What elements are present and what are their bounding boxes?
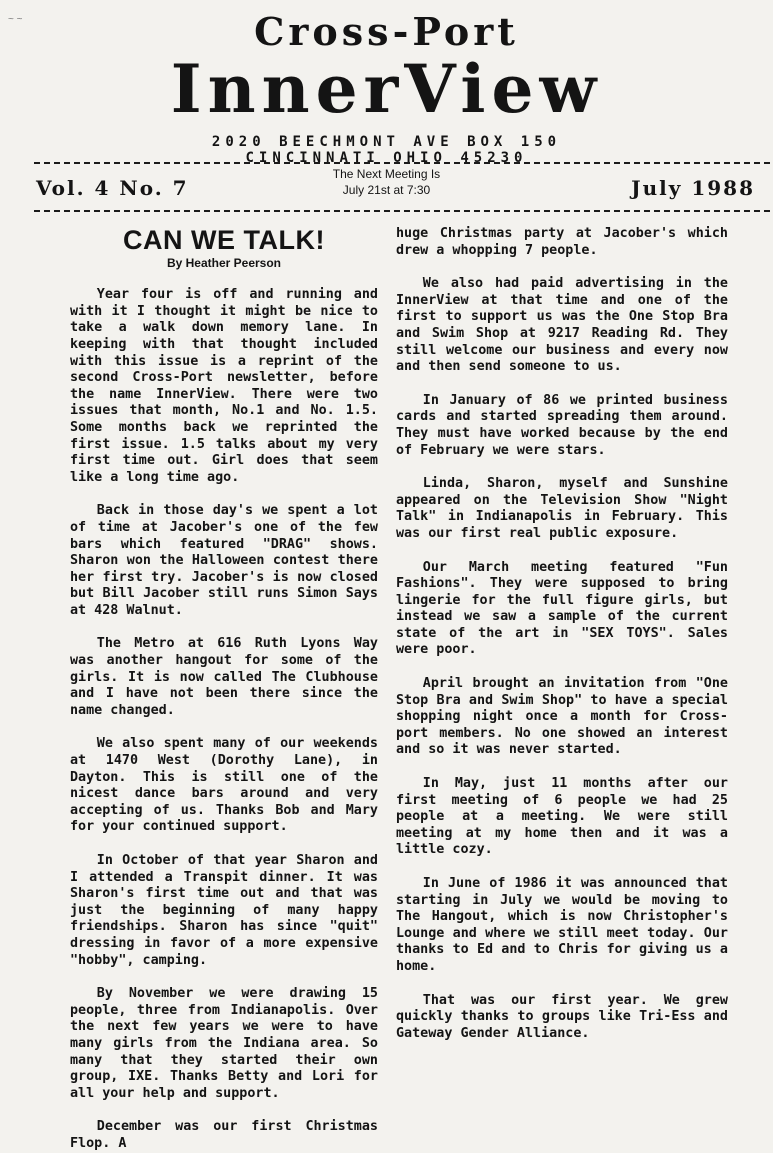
issue-date: July 1988 [631, 176, 755, 200]
paragraph: April brought an invitation from "One Stop Bra and Swim Shop" to have a special shopping night once a month for Cross-port members. No one showed an interest and so it was never started. [396, 676, 728, 758]
paragraph: We also had paid advertising in the InnerView at that time and one of the first to support us was the One Stop Bra and Swim Shop at 9217 Reading Rd. They still welcome our business and every now and then send someone to us. [396, 276, 728, 375]
meeting-line-1: The Next Meeting Is [332, 167, 441, 181]
dashed-rule-bottom [34, 210, 770, 212]
masthead [0, 10, 773, 166]
paragraph: We also spent many of our weekends at 1470 West (Dorothy Lane), in Dayton. This is still one of the nicest dance bars around and very accepting of us. Thanks Bob and Mary for your continued support. [70, 736, 378, 835]
paragraph: The Metro at 616 Ruth Lyons Way was another hangout for some of the girls. It is now called The Clubhouse and I have not been there since the name changed. [70, 636, 378, 718]
org-name: Cross-Port [254, 9, 519, 54]
paragraph: In January of 86 we printed business cards and started spreading them around. They must have worked because by the end of February we were stars. [396, 392, 728, 458]
article-byline: By Heather Peerson [166, 255, 282, 270]
paragraph: That was our first year. We grew quickly thanks to groups like Tri-Ess and Gateway Gender Alliance. [396, 992, 728, 1041]
article-column-left [70, 226, 378, 1153]
meeting-line-2: July 21st at 7:30 [342, 183, 431, 197]
paragraph: In May, just 11 months after our first meeting of 6 people we had 25 people at a meeting. We were still meeting at my home then and it was a little cozy. [396, 776, 728, 858]
dashed-rule-top [34, 162, 770, 164]
article-column-right [396, 226, 728, 1042]
article-title: CAN WE TALK! [123, 225, 325, 255]
newsletter-name: InnerView [170, 50, 603, 128]
volume-number: Vol. 4 No. 7 [36, 176, 189, 200]
corner-mark: ~ ~ [8, 14, 23, 25]
paragraph: huge Christmas party at Jacober's which drew a whopping 7 people. [396, 226, 728, 258]
address-line-2: CINCINNATI OHIO 45230 [245, 150, 528, 166]
paragraph: Back in those day's we spent a lot of time at Jacober's one of the few bars which featured "DRAG" shows. Sharon won the Halloween contest there her first try. Jacober's is now closed but Bill Jacober still runs Simon Says at 428 Walnut. [70, 503, 378, 618]
paragraph: Our March meeting featured "Fun Fashions". They were supposed to bring lingerie for the full figure girls, but instead we saw a sample of the current state of the art in "SEX TOYS". Sales were poor. [396, 559, 728, 658]
paragraph: Year four is off and running and with it I thought it might be nice to take a walk down memory lane. In keeping with that thought included with this issue is a reprint of the second Cross-Port newsletter, before the name InnerView. There were two issues that month, No.1 and No. 1.5. Some months back we reprinted the first issue. 1.5 talks about my very first time out. Girl does that seem like a long time ago. [70, 287, 378, 485]
address-line-1: 2020 BEECHMONT AVE BOX 150 [211, 134, 562, 150]
paragraph: In October of that year Sharon and I attended a Transpit dinner. It was Sharon's first time out and that was just the beginning of many happy friendships. Sharon has since "quit" dressing in favor of a more expensive "hobby", camping. [70, 853, 378, 968]
paragraph: Linda, Sharon, myself and Sunshine appeared on the Television Show "Night Talk" in Indianapolis in February. This was our first real public exposure. [396, 476, 728, 541]
paragraph: By November we were drawing 15 people, three from Indianapolis. Over the next few years we were to have many girls from the Indiana area. So many that they started their own group, IXE. Thanks Betty and Lori for all your help and support. [70, 986, 378, 1101]
paragraph: December was our first Christmas Flop. A [70, 1119, 378, 1151]
paragraph: In June of 1986 it was announced that starting in July we would be moving to The Hangout, which is now Christopher's Lounge and where we still meet today. Our thanks to Ed and to Chris for giving us a home. [396, 876, 728, 974]
